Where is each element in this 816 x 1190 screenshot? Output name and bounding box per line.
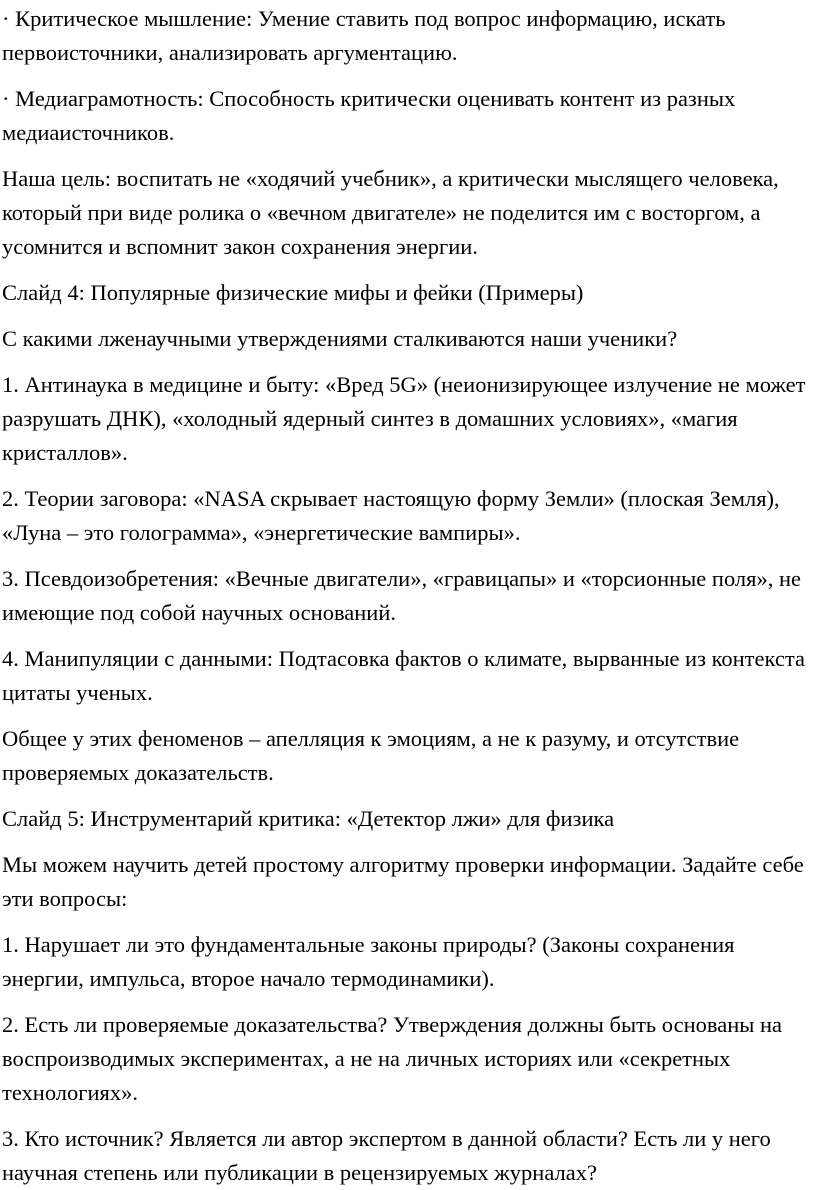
paragraph-common-trait: Общее у этих феноменов – апелляция к эмоциям, а не к разуму, и отсутствие проверяемых доказательств.: [2, 726, 740, 785]
paragraph-goal: Наша цель: воспитать не «ходячий учебник», а критически мыслящего человека, который при виде ролика о «вечном двигателе» не поделится им с восторгом, а усомнится и вспомнит закон сохранения энергии.: [2, 166, 779, 259]
paragraph-question: С какими лженаучными утверждениями сталкиваются наши ученики?: [2, 326, 678, 351]
list-item-data-manipulation: 4. Манипуляции с данными: Подтасовка фактов о климате, вырванные из контекста цитаты ученых.: [2, 646, 805, 705]
slide-4-heading: Слайд 4: Популярные физические мифы и фейки (Примеры): [2, 280, 584, 305]
list-item-pseudo-inventions: 3. Псевдоизобретения: «Вечные двигатели», «гравицапы» и «торсионные поля», не имеющие под собой научных оснований.: [2, 566, 802, 625]
paragraph-critical-thinking: · Критическое мышление: Умение ставить под вопрос информацию, искать первоисточники, анализировать аргументацию.: [2, 6, 726, 65]
slide-5-heading: Слайд 5: Инструментарий критика: «Детектор лжи» для физика: [2, 806, 615, 831]
list-item-source-check: 3. Кто источник? Является ли автор экспертом в данной области? Есть ли у него научная степень или публикации в рецензируемых журналах?: [2, 1126, 771, 1185]
list-item-verifiable-evidence: 2. Есть ли проверяемые доказательства? Утверждения должны быть основаны на воспроизводимых экспериментах, а не на личных историях или «секретных технологиях».: [2, 1012, 783, 1105]
list-item-conspiracy: 2. Теории заговора: «NASA скрывает настоящую форму Земли» (плоская Земля), «Луна – это голограмма», «энергетические вампиры».: [2, 486, 780, 545]
paragraph-media-literacy: · Медиаграмотность: Способность критически оценивать контент из разных медиаисточников.: [2, 86, 736, 145]
list-item-laws-of-nature: 1. Нарушает ли это фундаментальные законы природы? (Законы сохранения энергии, импульса, второе начало термодинамики).: [2, 932, 735, 991]
paragraph-algorithm-intro: Мы можем научить детей простому алгоритму проверки информации. Задайте себе эти вопросы:: [2, 852, 804, 911]
list-item-antiscience: 1. Антинаука в медицине и быту: «Вред 5G» (неионизирующее излучение не может разрушать ДНК), «холодный ядерный синтез в домашних условиях», «магия кристаллов».: [2, 372, 806, 465]
